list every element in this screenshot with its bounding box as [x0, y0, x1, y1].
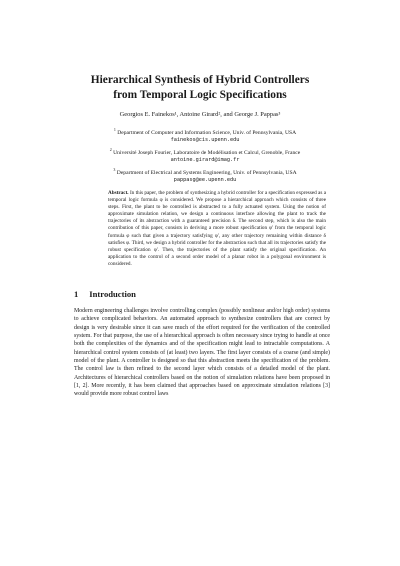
abstract: [108, 190, 326, 268]
affiliation-2: [80, 146, 330, 164]
paper-title: [40, 73, 360, 103]
section-heading: [74, 289, 136, 299]
affiliation-3-text: Department of Electrical and Systems Engineering, Univ. of Pennsylvania, USA: [116, 169, 297, 176]
affiliation-2-text: Université Joseph Fourier, Laboratoire de Modélisation et Calcul, Grenoble, France: [113, 149, 301, 156]
section-title: Introduction: [89, 289, 136, 299]
affiliation-3: [80, 166, 330, 184]
introduction-body: Modern engineering challenges involve controlling complex (possibly nonlinear and/or high order) systems to achieve complicated behaviors. An automated approach to synthesize controllers that are correct by design is very desirable since it can save much of the effort required for the verification of the controlled system. For that purpose, the use of a hierarchical approach is often necessary since trying to handle at once both the complexities of the dynamics and of the specification might lead to intractable computations. A hierarchical control system consists of (at least) two layers. The first layer consists of a coarse (and simple) model of the plant. A controller is designed so that this abstraction meets the specification of the problem. The control law is then refined to the second layer which consists of a detailed model of the plant. Architectures of hierarchical controllers based on the notion of simulation relations have been proposed in [1, 2]. More recently, it has been claimed that approaches based on approximate simulation relations [3] would provide more robust control laws: [74, 308, 330, 398]
abstract-label: Abstract.: [108, 190, 129, 196]
affiliation-1-email: fainekos@cis.upenn.edu: [170, 137, 240, 144]
title-line-2: from Temporal Logic Specifications: [113, 89, 287, 101]
author-list: Georgios E. Fainekos¹, Antoine Girard², and George J. Pappas³: [119, 111, 281, 118]
abstract-text: In this paper, the problem of synthesizing a hybrid controller for a specification expressed as a temporal logic formula φ is considered. We propose a hierarchical approach which consists of three steps. First, the plant to be controlled is abstracted to a fully actuated system. Using the notion of approximate simulation relation, we design a continuous interface allowing the plant to track the trajectories of its abstraction with a guaranteed precision δ. The second step, which is also the main contribution of this paper, consists in deriving a more robust specification φ′ from the temporal logic formula φ such that given a trajectory satisfying φ′, any other trajectory remaining within distance δ satisfies φ. Third, we design a hybrid controller for the abstraction such that all its trajectories satisfy the robust specification φ′. Then, the trajectories of the plant satisfy the original specification. An application to the control of a second order model of a planar robot in a polygonal environment is considered.: [108, 190, 327, 267]
affiliation-1-number: 1: [113, 127, 116, 132]
section-number: 1: [74, 289, 79, 299]
affiliation-1: [80, 126, 330, 144]
affiliation-2-number: 2: [109, 146, 112, 152]
affiliation-3-email: pappasg@ee.upenn.edu: [173, 176, 237, 183]
affiliation-1-text: Department of Computer and Information Science, Univ. of Pennsylvania, USA: [117, 129, 297, 136]
affiliation-2-email: antoine.girard@imag.fr: [170, 156, 240, 163]
affiliation-list: [80, 126, 330, 185]
title-line-1: Hierarchical Synthesis of Hybrid Controllers: [90, 74, 310, 86]
affiliation-3-number: 3: [113, 166, 116, 172]
